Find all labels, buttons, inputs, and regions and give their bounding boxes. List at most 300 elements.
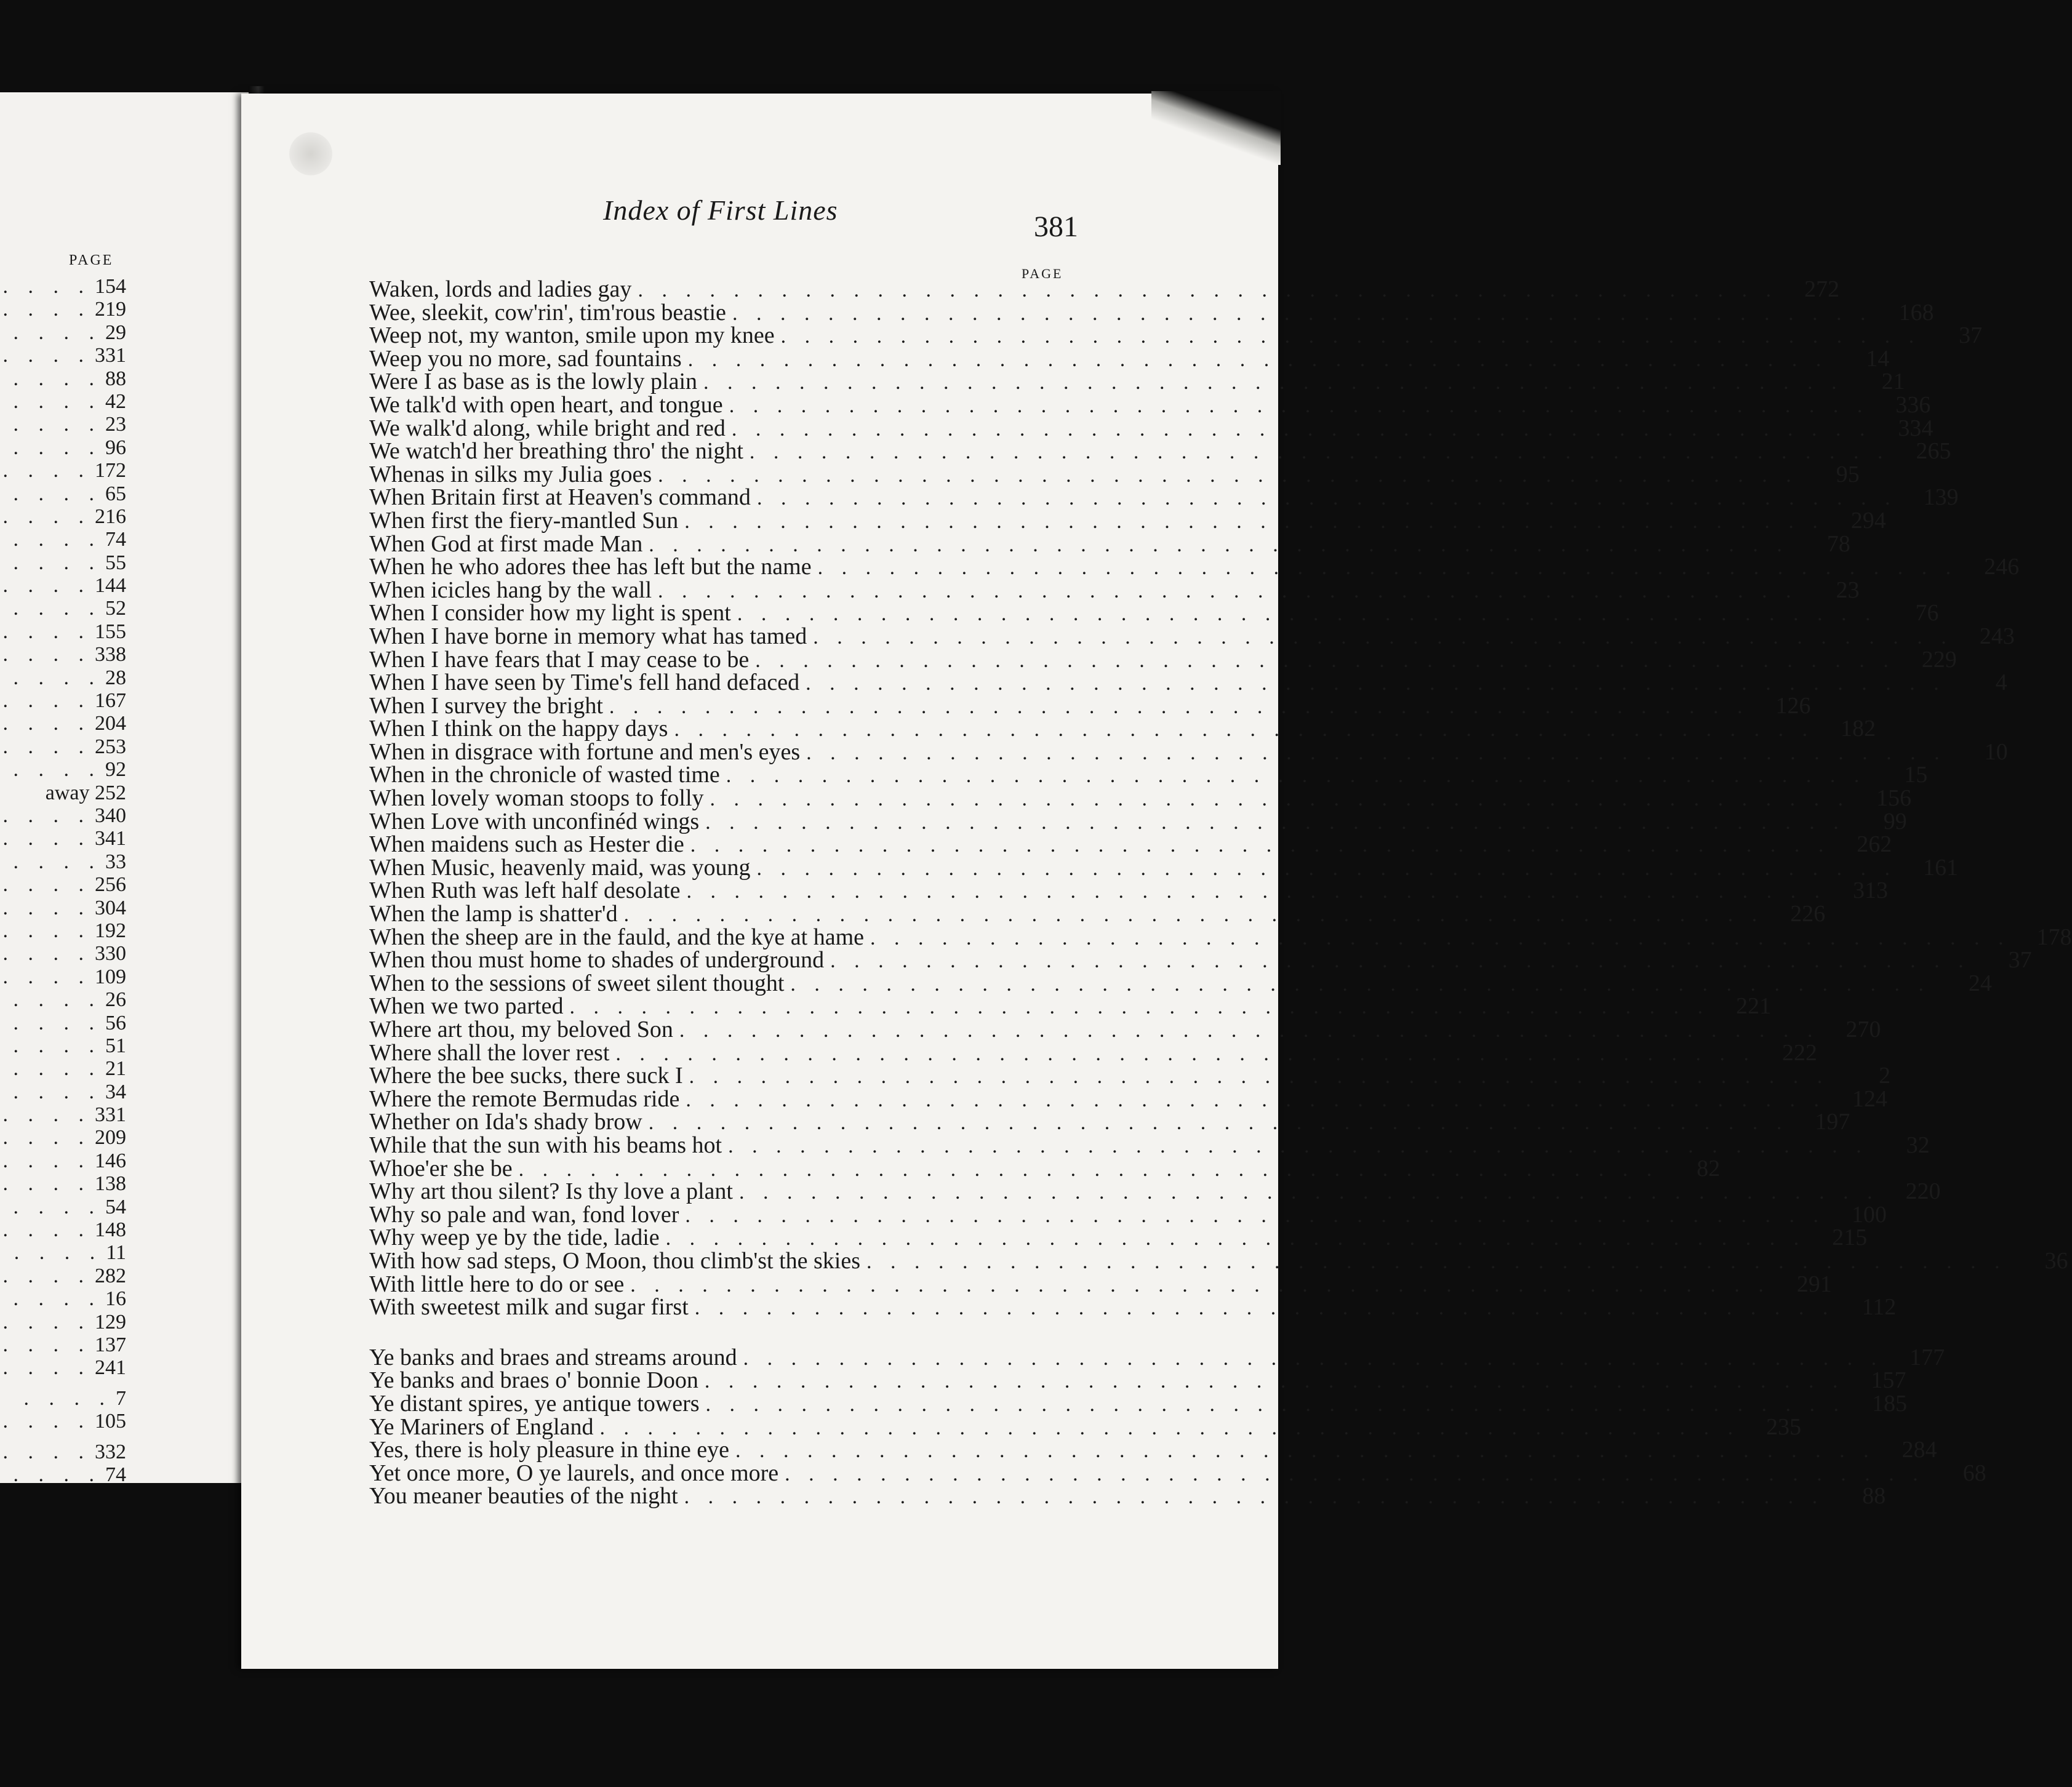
- entry-page-number: 157: [1871, 1367, 1906, 1394]
- index-entry: [369, 299, 1934, 326]
- left-page-number: 332: [95, 1440, 126, 1463]
- left-page-number: 341: [95, 827, 126, 850]
- left-dot-leader: . . . .: [2, 1103, 91, 1127]
- index-entry: [369, 716, 1876, 742]
- left-page-number: 241: [95, 1356, 126, 1380]
- left-page-number: 155: [95, 620, 126, 643]
- first-line-text: Yes, there is holy pleasure in thine eye: [369, 1437, 730, 1463]
- entry-page-number: 126: [1775, 692, 1811, 719]
- left-page-number: 209: [95, 1126, 126, 1149]
- index-entry: [369, 600, 1939, 626]
- left-page-row: [0, 1333, 126, 1356]
- left-page-number: 219: [95, 298, 126, 321]
- left-dot-leader: . . . .: [13, 1080, 102, 1103]
- left-page-row: [0, 735, 126, 758]
- left-page-row: [0, 436, 126, 459]
- left-page-number: 330: [95, 942, 126, 965]
- left-page-row: [0, 1149, 126, 1172]
- first-line-text: When Britain first at Heaven's command: [369, 484, 751, 511]
- index-entry: [369, 1294, 1897, 1321]
- first-line-text: Ye banks and braes and streams around: [369, 1344, 737, 1370]
- index-entry: [369, 901, 1826, 927]
- index-entry: [369, 762, 1928, 788]
- left-page-number: 65: [105, 482, 126, 505]
- dot-leader: . . . . . . . . . . . . . . . . . . . . . . . . . . . . . . . . . . . . . . . . . . . . . . . .: [609, 695, 1750, 718]
- index-entry: [369, 1178, 1941, 1205]
- left-page-row: [0, 367, 126, 390]
- index-entry: [369, 1109, 1850, 1135]
- dot-leader: . . . . . . . . . . . . . . . . . . . . . . . . . . . . . . . . . . . . . . . . . . . . . . . .: [731, 417, 1872, 441]
- dot-leader: . . . . . . . . . . . . . . . . . . . . . . . . . . . . . . . . . . . . . . . . . . . . . . . .: [649, 533, 1789, 556]
- left-page-number: 137: [95, 1333, 126, 1356]
- left-page-row: [0, 1311, 126, 1333]
- left-page-row: [0, 1012, 126, 1034]
- left-page-number: 11: [106, 1241, 126, 1265]
- entry-page-number: 178: [2036, 924, 2072, 950]
- index-entry: [369, 577, 1860, 603]
- first-line-text: Why weep ye by the tide, ladie: [369, 1225, 660, 1251]
- first-line-text: We watch'd her breathing thro' the night: [369, 438, 743, 465]
- index-entry: [369, 461, 1860, 487]
- first-line-text: When lovely woman stoops to folly: [369, 785, 704, 812]
- left-dot-leader: . . . .: [2, 712, 91, 735]
- first-line-text: When he who adores thee has left but the name: [369, 554, 812, 580]
- left-dot-leader: . . . .: [2, 804, 91, 827]
- first-line-text: When in disgrace with fortune and men's eyes: [369, 738, 801, 765]
- left-page-row: [0, 1034, 126, 1057]
- entry-page-number: 262: [1857, 831, 1892, 858]
- entry-page-number: 221: [1736, 993, 1771, 1020]
- left-gap: [0, 1433, 126, 1441]
- entry-page-number: 36: [2044, 1247, 2068, 1274]
- entry-page-number: 336: [1895, 391, 1931, 418]
- left-dot-leader: . . . .: [2, 505, 91, 528]
- left-page-number: 21: [105, 1057, 126, 1081]
- index-entry: [369, 438, 1951, 465]
- dot-leader: . . . . . . . . . . . . . . . . . . . . . . . . . . . . . . . . . . . . . . . . . . . . . . . .: [749, 441, 1890, 464]
- entry-page-number: 37: [1959, 322, 1983, 349]
- index-entry: [369, 554, 2020, 580]
- left-dot-leader: . . . .: [13, 1287, 102, 1311]
- left-page-row: [0, 505, 126, 528]
- left-dot-leader: . . . .: [2, 1172, 91, 1196]
- left-page-row: [0, 551, 126, 574]
- first-line-text: When God at first made Man: [369, 530, 643, 557]
- left-page-row: [0, 1287, 126, 1310]
- left-dot-leader: . . . .: [13, 850, 102, 873]
- left-dot-leader: . . . .: [2, 1356, 91, 1380]
- index-entry: [369, 947, 2032, 973]
- first-line-text: When the lamp is shatter'd: [369, 901, 618, 927]
- index-entry: [369, 1390, 1908, 1417]
- entry-page-number: 37: [2008, 947, 2032, 973]
- first-line-text: Whenas in silks my Julia goes: [369, 461, 652, 487]
- left-dot-leader: . . . .: [2, 873, 91, 897]
- left-page-number: 96: [105, 436, 126, 459]
- first-line-text: When maidens such as Hester die: [369, 831, 684, 858]
- left-page-number: 167: [95, 689, 126, 713]
- first-line-text: Why so pale and wan, fond lover: [369, 1201, 679, 1228]
- entry-page-number: 313: [1852, 878, 1888, 904]
- left-dot-leader: . . . .: [13, 988, 102, 1012]
- dot-leader: . . . . . . . . . . . . . . . . . . . . . . . . . . . . . . . . . . . . . . . . . . . . . . . .: [684, 1485, 1825, 1509]
- first-line-text: Where shall the lover rest: [369, 1039, 610, 1066]
- left-dot-leader: . . . .: [2, 827, 91, 850]
- dot-leader: . . . . . . . . . . . . . . . . . . . . . . . . . . . . . . . . . . . . . . . . . . . . . . . .: [737, 602, 1878, 626]
- dot-leader: . . . . . . . . . . . . . . . . . . . . . . . . . . . . . . . . . . . . . . . . . . . . . . . .: [732, 302, 1873, 325]
- index-entry: [369, 276, 1839, 302]
- index-entry: [369, 1155, 1721, 1181]
- dot-leader: . . . . . . . . . . . . . . . . . . . . . . . . . . . . . . . . . . . . . . . . . . . . . . . .: [694, 1297, 1835, 1320]
- first-lines-index: [369, 276, 2072, 1509]
- left-page-number: 331: [95, 1103, 126, 1127]
- dot-leader: . . . . . . . . . . . . . . . . . . . . . . . . . . . . . . . . . . . . . . . . . . . . . . . .: [687, 348, 1828, 371]
- first-line-text: Yet once more, O ye laurels, and once more: [369, 1460, 779, 1486]
- left-dot-leader: . . . .: [2, 896, 91, 919]
- left-page-row: [0, 344, 126, 367]
- index-entry: [369, 854, 1958, 881]
- left-page-number: 253: [95, 735, 126, 758]
- entry-page-number: 168: [1898, 299, 1934, 326]
- left-page-row: [0, 1265, 126, 1287]
- left-page-number: away 252: [45, 781, 126, 804]
- left-dot-leader: . . . .: [2, 919, 91, 942]
- dot-leader: . . . . . . . . . . . . . . . . . . . . . . . . . . . . . . . . . . . . . . . . . . . . . . . .: [756, 487, 1897, 510]
- left-page-number: 204: [95, 712, 126, 735]
- entry-page-number: 82: [1697, 1155, 1721, 1181]
- left-dot-leader: . . . .: [2, 965, 91, 988]
- first-line-text: Ye distant spires, ye antique towers: [369, 1390, 700, 1417]
- first-line-text: While that the sun with his beams hot: [369, 1132, 722, 1158]
- dot-leader: . . . . . . . . . . . . . . . . . . . . . . . . . . . . . . . . . . . . . . . . . . . . . . . .: [569, 996, 1710, 1019]
- index-entry: [369, 623, 2015, 649]
- left-page-row: [0, 597, 126, 620]
- dot-leader: . . . . . . . . . . . . . . . . . . . . . . . . . . . . . . . . . . . . . . . . . . . . . . . .: [703, 371, 1844, 394]
- index-entry: [369, 415, 1934, 441]
- first-line-text: When first the fiery-mantled Sun: [369, 507, 679, 534]
- first-line-text: Whether on Ida's shady brow: [369, 1109, 642, 1135]
- left-page-number: 52: [105, 597, 126, 620]
- dot-leader: . . . . . . . . . . . . . . . . . . . . . . . . . . . . . . . . . . . . . . . . . . . . . . . .: [704, 1370, 1845, 1393]
- first-line-text: With little here to do or see: [369, 1271, 625, 1297]
- entry-page-number: 220: [1905, 1178, 1941, 1205]
- dot-leader: . . . . . . . . . . . . . . . . . . . . . . . . . . . . . . . . . . . . . . . . . . . . . . . .: [686, 880, 1826, 903]
- first-line-text: Where art thou, my beloved Son: [369, 1017, 673, 1042]
- left-dot-leader: . . . .: [2, 574, 91, 598]
- dot-leader: . . . . . . . . . . . . . . . . . . . . . . . . . . . . . . . . . . . . . . . . . . . . . . . .: [729, 394, 1870, 417]
- first-line-text: Where the remote Bermudas ride: [369, 1085, 680, 1112]
- first-line-text: When the sheep are in the fauld, and the kye at hame: [369, 924, 864, 950]
- index-entry: [369, 1437, 1937, 1463]
- left-page-row: [0, 1126, 126, 1149]
- left-dot-leader: . . . .: [13, 321, 102, 344]
- left-dot-leader: . . . .: [23, 1386, 112, 1410]
- left-dot-leader: . . . .: [13, 390, 102, 413]
- left-dot-leader: . . . .: [13, 413, 102, 436]
- index-entry: [369, 507, 1886, 534]
- left-page-number: 33: [105, 850, 126, 873]
- left-page-row: [0, 1103, 126, 1126]
- left-page-row: [0, 574, 126, 597]
- left-page-number: 148: [95, 1218, 126, 1242]
- left-dot-leader: . . . .: [2, 735, 91, 758]
- left-page-row: [0, 321, 126, 344]
- entry-page-number: 32: [1906, 1132, 1930, 1158]
- index-entry: [369, 670, 2007, 696]
- first-line-text: Waken, lords and ladies gay: [369, 276, 632, 302]
- left-page-number: 29: [105, 321, 126, 344]
- entry-page-number: 14: [1866, 345, 1890, 372]
- dot-leader: . . . . . . . . . . . . . . . . . . . . . . . . . . . . . . . . . . . . . . . . . . . . . . . .: [615, 1042, 1756, 1065]
- index-entry: [369, 1271, 1832, 1297]
- dot-leader: . . . . . . . . . . . . . . . . . . . . . . . . . . . . . . . . . . . . . . . . . . . . . . . .: [870, 926, 2010, 949]
- index-entry: [369, 1039, 1817, 1066]
- entry-page-number: 99: [1883, 808, 1907, 834]
- entry-page-number: 272: [1804, 276, 1839, 302]
- page-blemish: [289, 132, 332, 175]
- left-page-row: [0, 1172, 126, 1195]
- first-line-text: When thou must home to shades of underground: [369, 947, 825, 973]
- index-entry: [369, 831, 1892, 858]
- entry-page-number: 222: [1782, 1039, 1817, 1066]
- entry-page-number: 2: [1879, 1063, 1891, 1089]
- left-dot-leader: . . . .: [13, 551, 102, 574]
- left-page-number: 88: [105, 367, 126, 390]
- left-page-row: [0, 804, 126, 827]
- index-entry: [369, 345, 1890, 372]
- left-page-number: 34: [105, 1080, 126, 1103]
- left-page-row: [0, 620, 126, 643]
- entry-page-number: 291: [1796, 1271, 1832, 1297]
- index-entry: [369, 692, 1811, 719]
- first-line-text: When in the chronicle of wasted time: [369, 762, 720, 788]
- left-dot-leader: . . . .: [2, 620, 91, 643]
- left-dot-leader: . . . .: [2, 643, 91, 666]
- first-line-text: Ye Mariners of England: [369, 1413, 594, 1440]
- left-page-column-label: PAGE: [69, 252, 114, 268]
- left-page-row: [0, 459, 126, 482]
- first-line-text: You meaner beauties of the night: [369, 1483, 678, 1509]
- left-page-number: 74: [105, 1463, 126, 1486]
- first-line-text: When I survey the bright: [369, 692, 603, 719]
- dot-leader: . . . . . . . . . . . . . . . . . . . . . . . . . . . . . . . . . . . . . . . . . . . . . . . .: [690, 834, 1831, 857]
- left-page-number: 340: [95, 804, 126, 827]
- first-line-text: Were I as base as is the lowly plain: [369, 369, 698, 395]
- left-page-number: 282: [95, 1264, 126, 1287]
- left-page-number: 51: [105, 1034, 126, 1057]
- left-page-number-column: [0, 275, 126, 1486]
- entry-page-number: 270: [1846, 1017, 1881, 1042]
- left-dot-leader: . . . .: [2, 1149, 91, 1172]
- running-header-title: Index of First Lines: [603, 194, 838, 226]
- entry-page-number: 215: [1832, 1225, 1868, 1251]
- left-dot-leader: . . . .: [13, 1463, 102, 1486]
- dot-leader: . . . . . . . . . . . . . . . . . . . . . . . . . . . . . . . . . . . . . . . . . . . . . . . .: [674, 718, 1814, 742]
- entry-page-number: 88: [1862, 1483, 1886, 1509]
- first-line-text: When I have fears that I may cease to be: [369, 646, 750, 673]
- left-page-number: 26: [105, 988, 126, 1012]
- left-page-row: [0, 850, 126, 873]
- dot-leader: . . . . . . . . . . . . . . . . . . . . . . . . . . . . . . . . . . . . . . . . . . . . . . . .: [728, 1134, 1868, 1157]
- first-line-text: When we two parted: [369, 993, 564, 1020]
- dot-leader: . . . . . . . . . . . . . . . . . . . . . . . . . . . . . . . . . . . . . . . . . . . . . . . .: [866, 1250, 2007, 1273]
- index-entry: [369, 1344, 1945, 1370]
- first-line-text: Whoe'er she be: [369, 1155, 513, 1181]
- left-page-number: 92: [105, 758, 126, 782]
- left-page-number: 23: [105, 413, 126, 436]
- first-line-text: When I have seen by Time's fell hand defaced: [369, 670, 800, 696]
- left-page-number: 74: [105, 528, 126, 551]
- index-entry: [369, 322, 1983, 349]
- index-entry: [369, 1460, 1986, 1486]
- left-page-number: 304: [95, 896, 126, 919]
- dot-leader: . . . . . . . . . . . . . . . . . . . . . . . . . . . . . . . . . . . . . . . . . . . . . . . .: [738, 1181, 1879, 1204]
- entry-page-number: 68: [1962, 1460, 1986, 1486]
- entry-page-number: 4: [1995, 670, 2007, 696]
- dot-leader: . . . . . . . . . . . . . . . . . . . . . . . . . . . . . . . . . . . . . . . . . . . . . . . .: [684, 510, 1825, 533]
- entry-page-number: 100: [1851, 1201, 1887, 1228]
- first-line-text: Wee, sleekit, cow'rin', tim'rous beastie: [369, 299, 726, 326]
- left-dot-leader: . . . .: [13, 482, 102, 505]
- left-page-row: [0, 873, 126, 896]
- left-page-row: [0, 758, 126, 781]
- left-page-row: [0, 988, 126, 1011]
- left-page-row: [0, 782, 126, 804]
- dot-leader: . . . . . . . . . . . . . . . . . . . . . . . . . . . . . . . . . . . . . . . . . . . . . . . .: [689, 1065, 1830, 1089]
- left-page-number: 42: [105, 390, 126, 413]
- left-page-number: 109: [95, 965, 126, 988]
- entry-page-number: 10: [1984, 738, 2008, 765]
- first-line-text: We walk'd along, while bright and red: [369, 415, 726, 441]
- left-page-row: [0, 482, 126, 505]
- index-entry: [369, 1132, 1930, 1158]
- dot-leader: . . . . . . . . . . . . . . . . . . . . . . . . . . . . . . . . . . . . . . . . . . . . . . . .: [685, 1204, 1825, 1227]
- left-page-row: [0, 666, 126, 689]
- left-page-row: [0, 1356, 126, 1379]
- entry-page-number: 229: [1921, 646, 1957, 673]
- entry-page-number: 76: [1915, 600, 1939, 626]
- left-dot-leader: . . . .: [2, 1218, 91, 1242]
- first-line-text: Weep not, my wanton, smile upon my knee: [369, 322, 775, 349]
- dot-leader: . . . . . . . . . . . . . . . . . . . . . . . . . . . . . . . . . . . . . . . . . . . . . . . .: [648, 1111, 1789, 1135]
- first-line-text: With sweetest milk and sugar first: [369, 1294, 689, 1321]
- left-dot-leader: . . . .: [2, 1440, 91, 1463]
- section-gap: [369, 1319, 1074, 1346]
- first-line-text: When Music, heavenly maid, was young: [369, 854, 751, 881]
- left-dot-leader: . . . .: [13, 1011, 102, 1034]
- entry-page-number: 95: [1836, 461, 1860, 487]
- left-page-number: 216: [95, 505, 126, 528]
- left-dot-leader: . . . .: [2, 689, 91, 713]
- entry-page-number: 78: [1826, 530, 1850, 557]
- left-dot-leader: . . . .: [2, 459, 91, 482]
- index-entry: [369, 1483, 1886, 1509]
- entry-page-number: 156: [1876, 785, 1912, 812]
- left-page-row: [0, 1081, 126, 1103]
- dot-leader: . . . . . . . . . . . . . . . . . . . . . . . . . . . . . . . . . . . . . . . . . . . . . . . .: [813, 625, 1953, 649]
- entry-page-number: 334: [1898, 415, 1934, 441]
- left-page-row: [0, 643, 126, 666]
- dot-leader: . . . . . . . . . . . . . . . . . . . . . . . . . . . . . . . . . . . . . . . . . . . . . . . .: [735, 1439, 1876, 1463]
- left-dot-leader: . . . .: [13, 1195, 102, 1218]
- left-dot-leader: . . . .: [13, 1034, 102, 1057]
- left-page-number: 172: [95, 459, 126, 482]
- left-page-row: [0, 965, 126, 988]
- dot-leader: . . . . . . . . . . . . . . . . . . . . . . . . . . . . . . . . . . . . . . . . . . . . . . . .: [830, 949, 1970, 973]
- index-entry: [369, 391, 1931, 418]
- entry-page-number: 294: [1850, 507, 1886, 534]
- dot-leader: . . . . . . . . . . . . . . . . . . . . . . . . . . . . . . . . . . . . . . . . . . . . . . . .: [755, 649, 1895, 672]
- dot-leader: . . . . . . . . . . . . . . . . . . . . . . . . . . . . . . . . . . . . . . . . . . . . . . . .: [743, 1346, 1884, 1370]
- first-line-text: Where the bee sucks, there suck I: [369, 1063, 683, 1089]
- first-line-text: Ye banks and braes o' bonnie Doon: [369, 1367, 698, 1394]
- entry-page-number: 243: [1979, 623, 2015, 649]
- left-page-number: 331: [95, 344, 126, 367]
- entry-page-number: 265: [1916, 438, 1951, 465]
- left-page-row: [0, 298, 126, 321]
- left-gap: [0, 1380, 126, 1387]
- left-dot-leader: . . . .: [13, 666, 102, 689]
- index-entry: [369, 1225, 1868, 1251]
- left-dot-leader: . . . .: [2, 344, 91, 367]
- left-page-row: [0, 1241, 126, 1264]
- index-entry: [369, 785, 1912, 812]
- entry-page-number: 139: [1923, 484, 1959, 511]
- left-dot-leader: . . . .: [13, 436, 102, 459]
- left-page-number: 338: [95, 643, 126, 666]
- left-dot-leader: . . . .: [2, 1410, 91, 1433]
- left-page-row: [0, 712, 126, 735]
- left-page-number: 28: [105, 666, 126, 689]
- entry-page-number: 185: [1872, 1390, 1908, 1417]
- index-entry: [369, 738, 2008, 765]
- left-dot-leader: . . . .: [13, 367, 102, 390]
- index-entry: [369, 1367, 1906, 1394]
- left-dot-leader: . . . .: [2, 1126, 91, 1149]
- dot-leader: . . . . . . . . . . . . . . . . . . . . . . . . . . . . . . . . . . . . . . . . . . . . . . . .: [599, 1416, 1740, 1439]
- dot-leader: . . . . . . . . . . . . . . . . . . . . . . . . . . . . . . . . . . . . . . . . . . . . . . . .: [638, 279, 1778, 302]
- left-page-row: [0, 897, 126, 919]
- left-page-number: 16: [105, 1287, 126, 1311]
- first-line-text: Weep you no more, sad fountains: [369, 345, 682, 372]
- index-entry: [369, 484, 1959, 511]
- dot-leader: . . . . . . . . . . . . . . . . . . . . . . . . . . . . . . . . . . . . . . . . . . . . . . . .: [806, 741, 1946, 764]
- left-page-number: 144: [95, 574, 126, 598]
- dot-leader: . . . . . . . . . . . . . . . . . . . . . . . . . . . . . . . . . . . . . . . . . . . . . . . .: [658, 463, 1798, 487]
- left-page-number: 256: [95, 873, 126, 897]
- first-line-text: We talk'd with open heart, and tongue: [369, 391, 723, 418]
- left-page-number: 54: [105, 1195, 126, 1218]
- left-page-row: [0, 413, 126, 436]
- left-page-row: [0, 390, 126, 413]
- left-dot-leader: . . . .: [2, 942, 91, 965]
- dot-leader: . . . . . . . . . . . . . . . . . . . . . . . . . . . . . . . . . . . . . . . . . . . . . . . .: [710, 788, 1850, 811]
- dot-leader: . . . . . . . . . . . . . . . . . . . . . . . . . . . . . . . . . . . . . . . . . . . . . . . .: [518, 1157, 1659, 1181]
- left-dot-leader: . . . .: [13, 758, 102, 782]
- dot-leader: . . . . . . . . . . . . . . . . . . . . . . . . . . . . . . . . . . . . . . . . . . . . . . . .: [726, 764, 1866, 788]
- index-entry: [369, 530, 1850, 557]
- left-page-number: 192: [95, 919, 126, 942]
- left-dot-leader: . . . .: [2, 1310, 91, 1333]
- entry-page-number: 112: [1862, 1294, 1897, 1321]
- dot-leader: . . . . . . . . . . . . . . . . . . . . . . . . . . . . . . . . . . . . . . . . . . . . . . . .: [817, 556, 1958, 580]
- index-entry: [369, 369, 1905, 395]
- first-line-text: Why art thou silent? Is thy love a plant: [369, 1178, 733, 1205]
- dot-leader: . . . . . . . . . . . . . . . . . . . . . . . . . . . . . . . . . . . . . . . . . . . . . . . .: [623, 903, 1764, 927]
- first-line-text: When I think on the happy days: [369, 716, 668, 742]
- left-page-row: [0, 275, 126, 298]
- left-page-number: 7: [116, 1386, 126, 1410]
